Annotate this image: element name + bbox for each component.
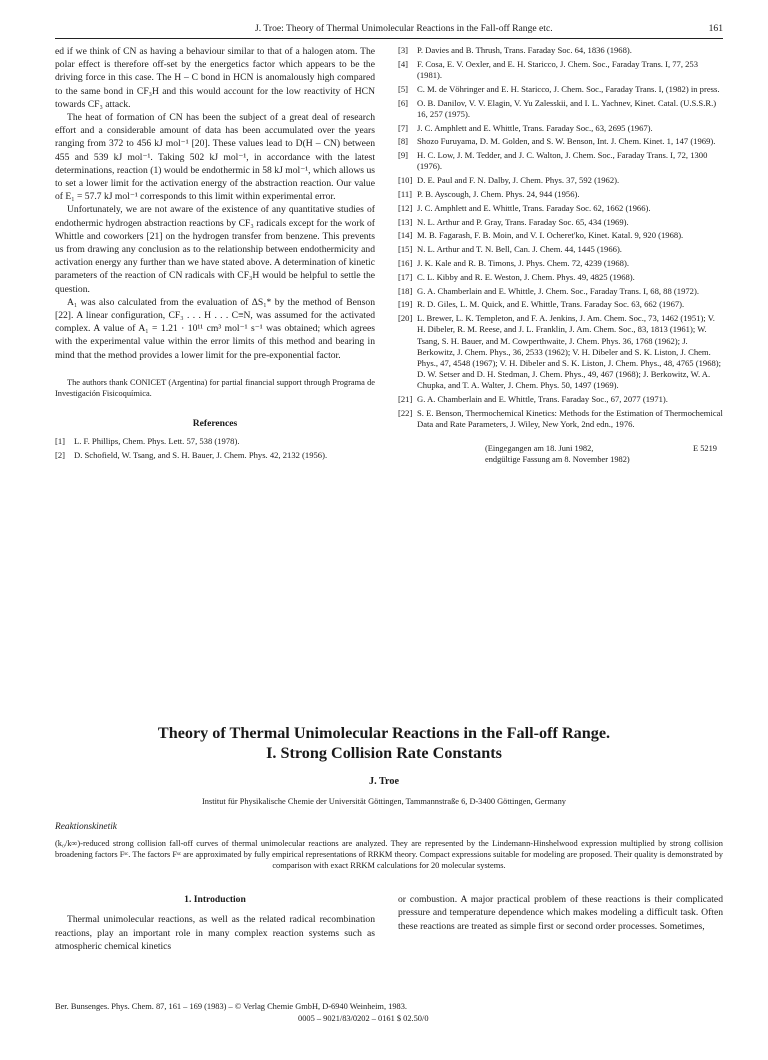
editorial-reference: E 5219	[693, 444, 717, 454]
paragraph: Unfortunately, we are not aware of the existence of any quantitative studies of endothermic hydrogen abstraction reactions by CF₃ radicals except for the work of Whittle and coworkers [21] on the hydrogen transfer from benzene. This prevents us from drawing any conclusion as to the relationship between endothermicity and activation energy any further than we have stated above. A determination of kinetic parameters of the reaction of CN radicals with CF₃H would be helpful to settle the question.	[55, 204, 375, 295]
article-title-line-1: Theory of Thermal Unimolecular Reactions in the Fall-off Range.	[157, 724, 611, 742]
reference-text: G. A. Chamberlain and E. Whittle, J. Chem. Soc., Faraday Trans. I, 68, 88 (1972).	[417, 285, 699, 296]
reference-item	[398, 59, 723, 81]
reference-item	[398, 136, 723, 147]
reference-item	[55, 450, 375, 461]
reference-item	[398, 150, 723, 172]
paragraph: The heat of formation of CN has been the subject of a great deal of research effort and a considerable amount of data has been accumulated over the years ranging from 372 to 456 kJ mol⁻¹ [20]. These values lead to D(H – CN) between 455 and 539 kJ mol⁻¹. Taking 502 kJ mol⁻¹, in accordance with the latest determinations, reaction (1) would be endothermic in 58 kJ mol⁻¹, which allows us to set a lower limit for the activation energy of the abstraction reaction. Our value of E₁ = 57.7 kJ mol⁻¹ corresponds to this limit within experimental error.	[55, 112, 375, 203]
issn-line: 0005 – 9021/83/0202 – 0161 $ 02.50/0	[298, 1014, 429, 1023]
reference-item	[398, 244, 723, 255]
reference-number: [20]	[398, 313, 413, 324]
reference-text: L. Brewer, L. K. Templeton, and F. A. Jenkins, J. Am. Chem. Soc., 73, 1462 (1951); V. H. Dibeler, R. M. Reese, and J. L. Franklin, J. Am. Chem. Soc., 83, 1813 (1961); W. Tsang, S. H. Bauer, and M. Cowperthwaite, J. Chem. Phys. 36, 1768 (1962); J. Berkowitz, J. Chem. Phys., 36, 2533 (1962); V. H. Dibeler and S. K. Liston, J. Chem. Phys., 47, 4548 (1967); V. H. Dibeler and S. K. Liston, J. Chem. Phys., 48, 4765 (1968); D. W. Setser and D. H. Stedman, J. Chem. Phys., 49, 467 (1968); J. Berkowitz, W. A. Chupka, and T. A. Walter, J. Chem. Phys. 50, 1497 (1969).	[417, 313, 722, 391]
reference-item	[398, 299, 723, 310]
reference-item	[398, 175, 723, 186]
reference-text: J. C. Amphlett and E. Whittle, Trans. Faraday Soc. 62, 1662 (1966).	[417, 202, 651, 213]
reference-number: [9]	[398, 150, 409, 161]
reference-text: P. Davies and B. Thrush, Trans. Faraday Soc. 64, 1836 (1968).	[417, 45, 632, 55]
final-version-date: endgültige Fassung am 8. November 1982)	[485, 455, 630, 465]
article-heading	[40, 723, 728, 806]
reference-number: [2]	[55, 449, 66, 460]
section-heading: 1. Introduction	[184, 894, 246, 905]
reference-item	[398, 217, 723, 228]
reference-item	[398, 272, 723, 283]
reference-item	[398, 313, 723, 391]
reference-item	[398, 258, 723, 269]
reference-text: C. M. de Vöhringer and E. H. Staricco, J. Chem. Soc., Faraday Trans. I, (1982) in press.	[417, 83, 720, 94]
reference-text: F. Cosa, E. V. Oexler, and E. H. Staricco, J. Chem. Soc., Faraday Trans. I, 77, 253 (1981).	[417, 58, 699, 80]
footer	[55, 1001, 723, 1025]
reference-number: [6]	[398, 97, 409, 108]
right-column	[398, 45, 723, 465]
reference-text: Shozo Furuyama, D. M. Golden, and S. W. Benson, Int. J. Chem. Kinet. 1, 147 (1969).	[417, 136, 716, 147]
reference-number: [4]	[398, 58, 409, 69]
reference-text: M. B. Fagarash, F. B. Moin, and V. I. Ocheret'ko, Kinet. Katal. 9, 920 (1968).	[417, 230, 684, 241]
reference-number: [12]	[398, 202, 413, 213]
acknowledgement: The authors thank CONICET (Argentina) for partial financial support through Programa de Investigación Fisicoquímica.	[55, 377, 375, 398]
paragraph: or combustion. A major practical problem of these reactions is their complicated pressure and temperature dependence which makes modeling a difficult task. Often these reactions are treated as simple first or second order processes. Sometimes,	[398, 894, 723, 932]
received-date: (Eingegangen am 18. Juni 1982,	[485, 444, 594, 454]
reference-item	[398, 189, 723, 200]
reference-number: [3]	[398, 45, 409, 55]
paragraph: Thermal unimolecular reactions, as well as the related radical recombination reactions, play an important role in many complex reaction systems such as atmospheric chemical kinetics	[55, 914, 375, 953]
author: J. Troe	[369, 776, 399, 787]
reference-text: L. F. Phillips, Chem. Phys. Lett. 57, 538 (1978).	[74, 436, 240, 447]
reference-number: [5]	[398, 83, 409, 94]
reference-number: [10]	[398, 175, 413, 186]
reference-text: C. L. Kibby and R. E. Weston, J. Chem. Phys. 49, 4825 (1968).	[417, 271, 635, 282]
running-header	[55, 22, 723, 39]
reference-item	[398, 45, 723, 56]
reference-item	[398, 123, 723, 134]
reference-list	[55, 436, 375, 461]
reference-number: [14]	[398, 230, 413, 241]
reference-number: [13]	[398, 216, 413, 227]
reference-number: [22]	[398, 407, 413, 418]
paragraph: ed if we think of CN as having a behaviour similar to that of a halogen atom. The polar effect is therefore off-set by the energetics factor which appears to be the driving force in this case. The H – C bond in HCN is anomalously high compared to the same bond in CF₃H and this would account for the low reactivity of HCN towards CF₃ attack.	[55, 46, 375, 110]
reference-number: [1]	[55, 436, 66, 447]
reference-text: P. B. Ayscough, J. Chem. Phys. 24, 944 (1956).	[417, 188, 580, 199]
reference-text: J. C. Amphlett and E. Whittle, Trans. Faraday Soc., 63, 2695 (1967).	[417, 122, 653, 133]
reference-number: [21]	[398, 394, 413, 405]
reference-number: [16]	[398, 257, 413, 268]
intro-right-column	[398, 893, 723, 933]
reference-text: D. Schofield, W. Tsang, and S. H. Bauer, J. Chem. Phys. 42, 2132 (1956).	[74, 449, 328, 460]
reference-item	[398, 203, 723, 214]
reference-text: S. E. Benson, Thermochemical Kinetics: Methods for the Estimation of Thermochemical Data and Rate Parameters, J. Wiley, New York, 2nd edn., 1976.	[417, 407, 723, 430]
reference-item	[398, 286, 723, 297]
abstract: (k₀/k∞)-reduced strong collision fall-off curves of thermal unimolecular reactions are analyzed. They are represented by the Lindemann-Hinshelwood expression multiplied by strong collision broadening factors Fˢᶜ. The factors Fˢᶜ are approximated by fully empirical representations of RRKM theory. Compact expressions suitable for modeling are proposed. Their quality is demonstrated by comparison with exact RRKM calculations for 20 molecular systems.	[55, 839, 723, 870]
reference-number: [8]	[398, 136, 409, 147]
reference-text: H. C. Low, J. M. Tedder, and J. C. Walton, J. Chem. Soc., Faraday Trans. I, 72, 1300 (1976).	[417, 150, 708, 172]
reference-text: J. K. Kale and R. B. Timons, J. Phys. Chem. 72, 4239 (1968).	[417, 257, 629, 268]
received-note	[398, 443, 723, 465]
running-title: J. Troe: Theory of Thermal Unimolecular Reactions in the Fall-off Range etc.	[255, 23, 553, 34]
reference-item	[398, 84, 723, 95]
citation-line: Ber. Bunsenges. Phys. Chem. 87, 161 – 169 (1983) – © Verlag Chemie GmbH, D-6940 Weinheim, 1983.	[55, 1002, 407, 1011]
article-title-line-2: I. Strong Collision Rate Constants	[266, 744, 502, 762]
reference-item	[398, 230, 723, 241]
reference-text: D. E. Paul and F. N. Dalby, J. Chem. Phys. 37, 592 (1962).	[417, 175, 620, 186]
reference-number: [18]	[398, 285, 413, 296]
reference-number: [17]	[398, 271, 413, 282]
reference-number: [15]	[398, 244, 413, 255]
reference-text: N. L. Arthur and P. Gray, Trans. Faraday Soc. 65, 434 (1969).	[417, 216, 629, 227]
reference-number: [7]	[398, 122, 409, 133]
reference-text: R. D. Giles, L. M. Quick, and E. Whittle, Trans. Faraday Soc. 63, 662 (1967).	[417, 299, 685, 310]
reference-item	[55, 436, 375, 447]
reference-text: O. B. Danilov, V. V. Elagin, V. Yu Zalesskii, and I. L. Yachnev, Kinet. Catal. (U.S.S.R.) 16, 257 (1975).	[417, 97, 717, 119]
intro-left-column	[55, 893, 375, 954]
reference-item	[398, 394, 723, 405]
keyword: Reaktionskinetik	[55, 822, 117, 832]
reference-item	[398, 98, 723, 120]
reference-item	[398, 408, 723, 430]
paragraph: A₁ was also calculated from the evaluation of ΔS₁* by the method of Benson [22]. A linear configuration, CF₃ . . . H . . . C≡N, was assumed for the activated complex. A value of A₁ = 1.21 · 10¹¹ cm³ mol⁻¹ s⁻¹ was obtained; which agrees with the experimental value within the error limits of this method and bearing in mind that the method provides a lower limit for the pre-exponential factor.	[55, 296, 375, 361]
page-number: 161	[708, 23, 723, 34]
references-heading: References	[192, 417, 238, 429]
left-column	[55, 45, 375, 464]
reference-number: [19]	[398, 299, 413, 310]
reference-list	[398, 45, 723, 430]
affiliation: Institut für Physikalische Chemie der Universität Göttingen, Tammannstraße 6, D-3400 Göttingen, Germany	[202, 797, 566, 806]
reference-number: [11]	[398, 188, 412, 199]
reference-text: N. L. Arthur and T. N. Bell, Can. J. Chem. 44, 1445 (1966).	[417, 244, 622, 255]
reference-text: G. A. Chamberlain and E. Whittle, Trans. Faraday Soc., 67, 2077 (1971).	[417, 394, 668, 405]
